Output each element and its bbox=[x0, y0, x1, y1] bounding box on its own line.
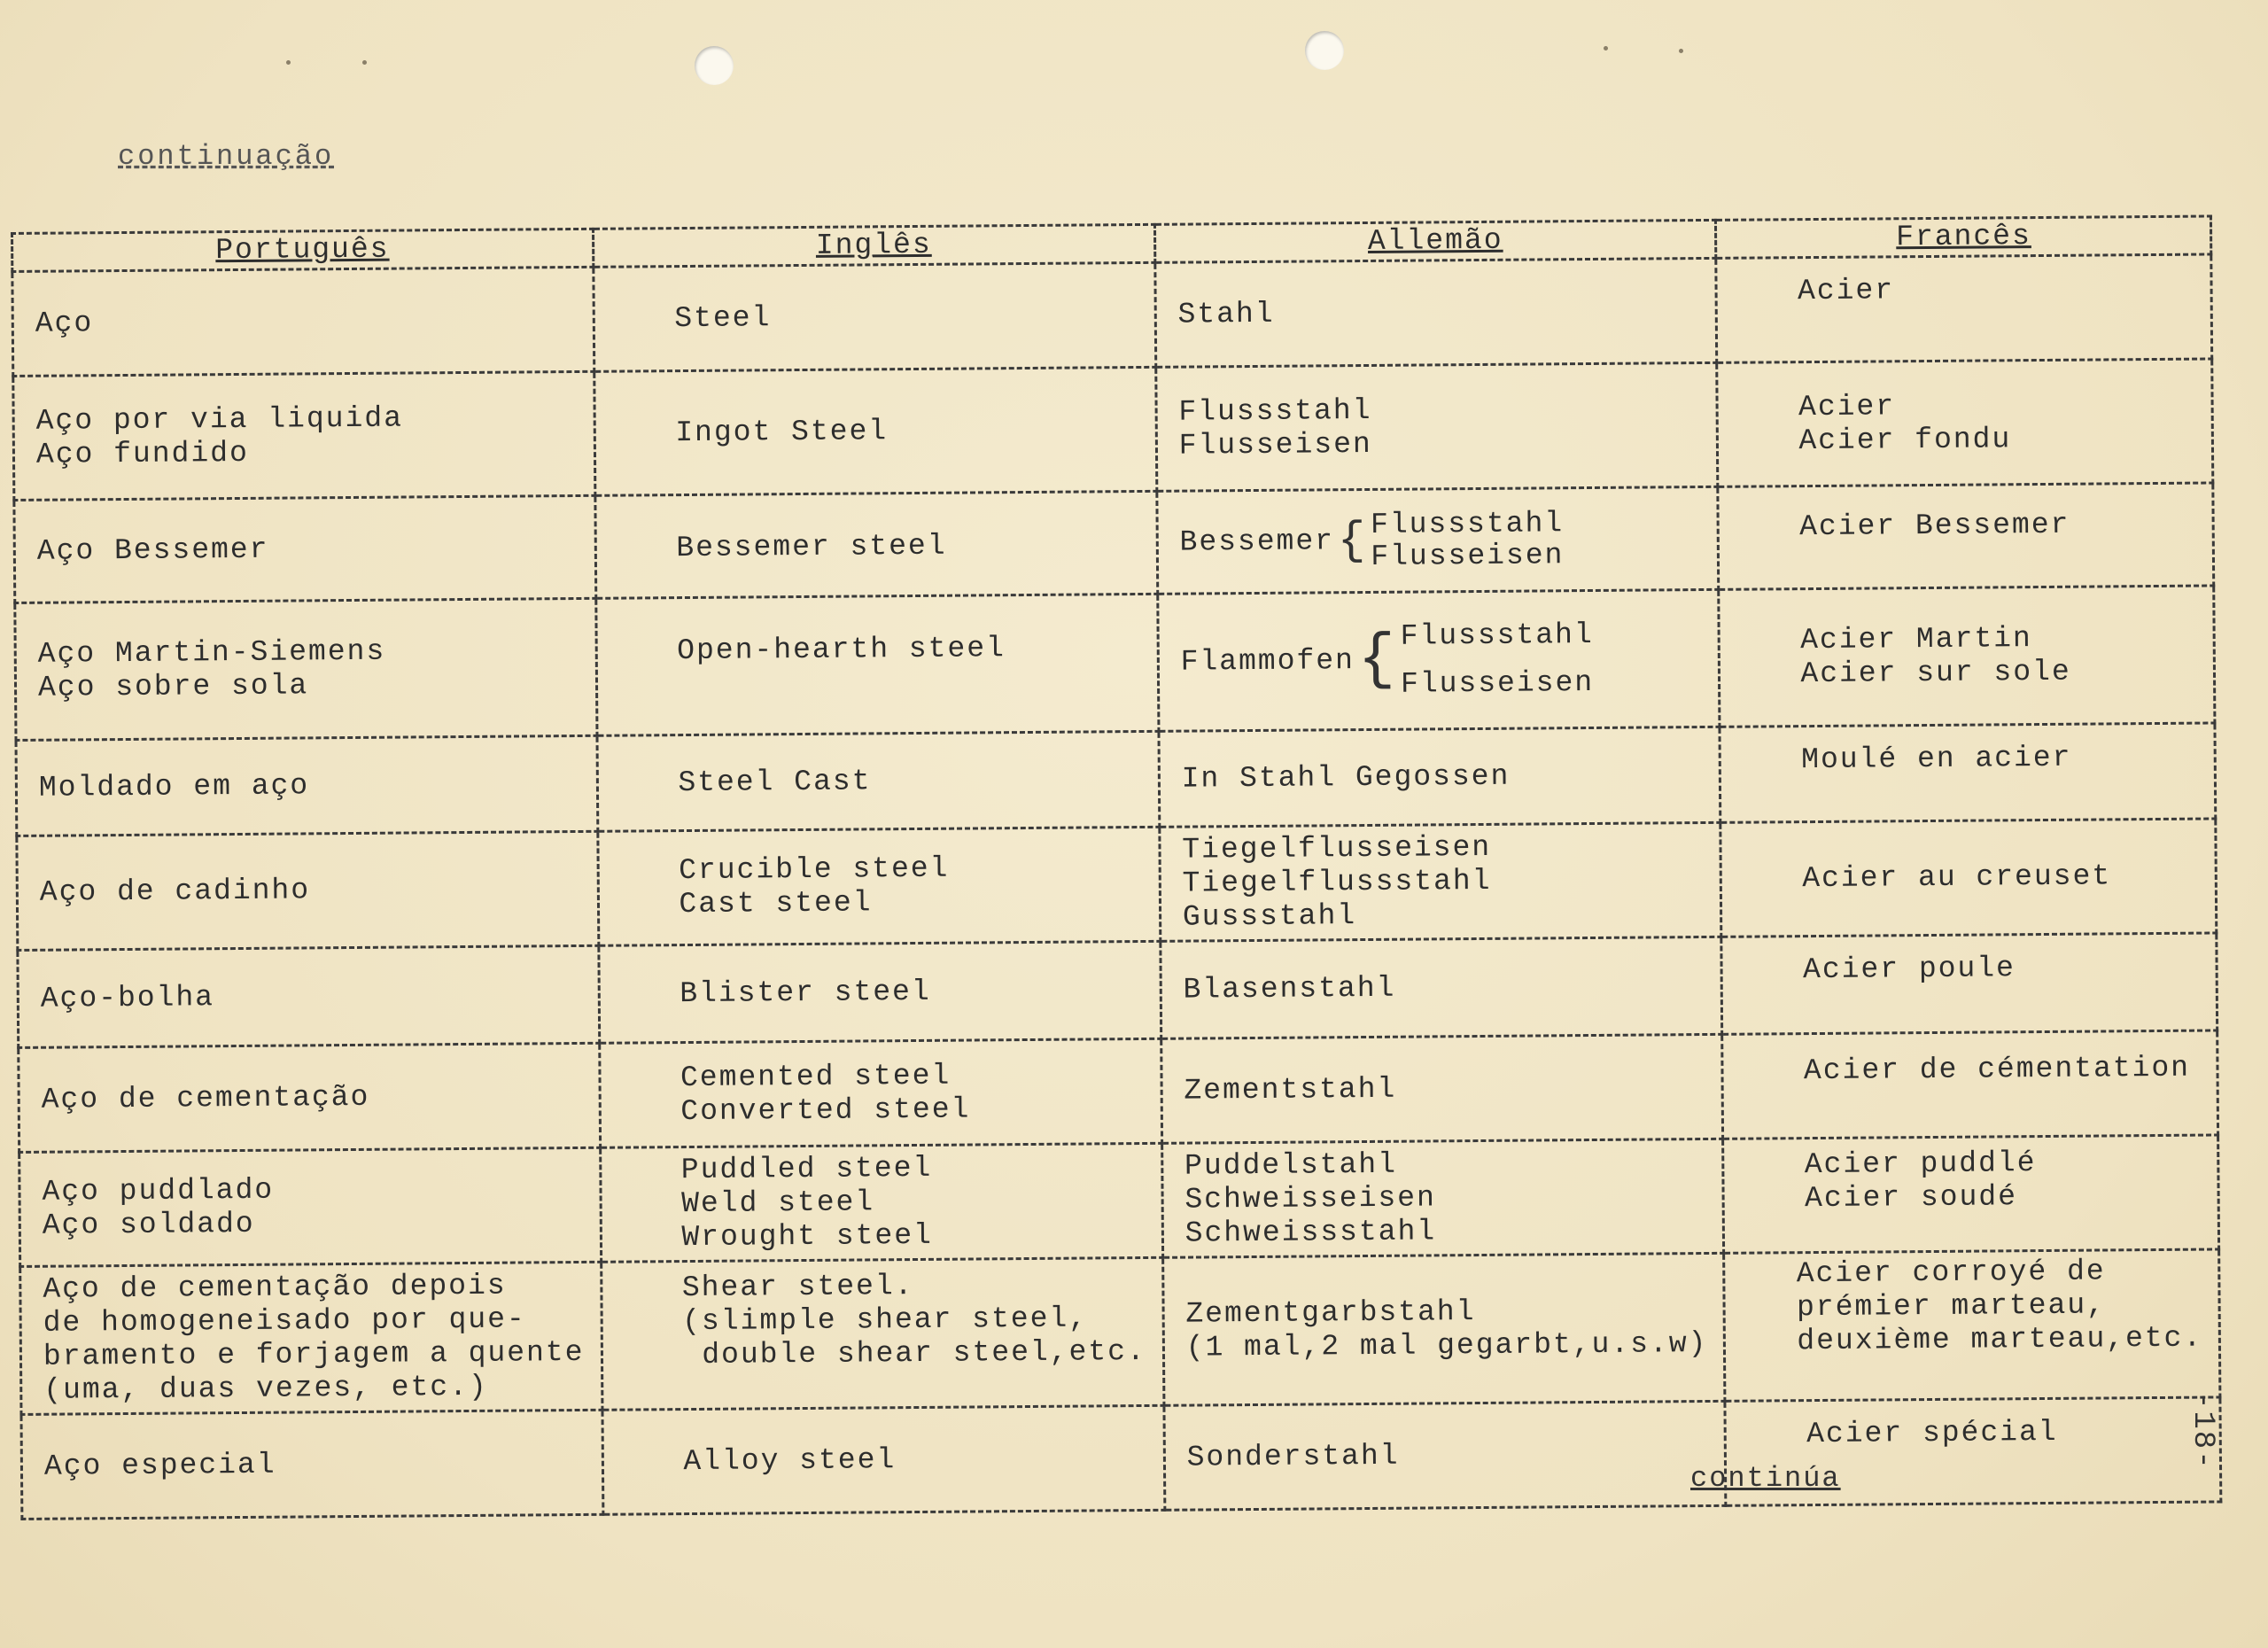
term-text: (uma, duas vezes, etc.) bbox=[43, 1370, 488, 1407]
brace-icon: { bbox=[1337, 514, 1368, 567]
table-row bbox=[14, 483, 2214, 602]
term-text: Acier Bessemer bbox=[1798, 508, 2070, 544]
term-text: Flusseisen bbox=[1371, 538, 1565, 573]
term-text: Flussstahl bbox=[1400, 618, 1594, 653]
cell-portuguese bbox=[20, 1262, 602, 1414]
column-header-english: Inglês bbox=[593, 224, 1155, 267]
term-text: Aço de cementação depois bbox=[43, 1269, 507, 1306]
brace-icon: { bbox=[1357, 625, 1398, 696]
table-row bbox=[15, 586, 2215, 740]
column-header-german: Allemão bbox=[1154, 220, 1716, 262]
paper-speck bbox=[362, 60, 367, 65]
term-text: Aço soldado bbox=[42, 1207, 255, 1242]
cell-english bbox=[594, 491, 1157, 598]
term-text: Acier bbox=[1797, 274, 1895, 308]
table-row bbox=[21, 1397, 2221, 1519]
term-text: Aço Martin-Siemens bbox=[37, 634, 386, 671]
cell-german bbox=[1156, 362, 1719, 491]
term-text: Flammofen bbox=[1180, 644, 1355, 679]
cell-portuguese bbox=[17, 831, 598, 950]
term-text: Aço de cadinho bbox=[39, 874, 311, 909]
term-text: Aço por via liquida bbox=[35, 401, 404, 438]
term-text: de homogeneisado por que- bbox=[43, 1302, 526, 1340]
term-text: Stahl bbox=[1177, 297, 1275, 331]
term-text: Aço Bessemer bbox=[36, 532, 269, 568]
term-text: Aço de cementação bbox=[41, 1080, 370, 1116]
cell-english bbox=[598, 941, 1161, 1043]
term-text: Acier corroyé de bbox=[1796, 1255, 2106, 1291]
term-text: Moulé en acier bbox=[1801, 741, 2072, 777]
term-text: Open-hearth steel bbox=[677, 632, 1006, 668]
punch-hole-left bbox=[695, 46, 734, 85]
cell-french bbox=[1720, 723, 2216, 822]
cell-english bbox=[597, 827, 1160, 945]
term-text: Aço fundido bbox=[35, 436, 249, 471]
term-text: Weld steel bbox=[680, 1185, 875, 1221]
term-text: deuxième marteau,etc. bbox=[1797, 1321, 2203, 1358]
table-row bbox=[19, 1030, 2218, 1152]
term-text: Zementstahl bbox=[1184, 1072, 1397, 1108]
paper-speck bbox=[1679, 49, 1683, 53]
term-text: Acier Martin bbox=[1800, 622, 2032, 657]
term-text: Aço sobre sola bbox=[37, 669, 309, 704]
column-header-portuguese: Português bbox=[12, 229, 594, 271]
term-text: Sonderstahl bbox=[1186, 1439, 1400, 1474]
term-text: Schweisseisen bbox=[1184, 1181, 1436, 1217]
term-text: (1 mal,2 mal gegarbt,u.s.w) bbox=[1185, 1326, 1708, 1364]
term-text: bramento e forjagem a quente bbox=[43, 1335, 585, 1373]
cell-french bbox=[1716, 254, 2212, 362]
cell-portuguese bbox=[19, 1043, 600, 1152]
term-text: Acier sur sole bbox=[1800, 655, 2071, 691]
cell-german bbox=[1161, 1139, 1724, 1257]
term-text: Moldado em aço bbox=[38, 768, 310, 805]
paper-speck bbox=[286, 60, 291, 65]
cell-english bbox=[596, 731, 1159, 831]
term-text: Acier spécial bbox=[1806, 1415, 2058, 1451]
cell-portuguese bbox=[18, 945, 599, 1047]
term-text: Crucible steel bbox=[679, 851, 950, 888]
cell-english bbox=[601, 1257, 1164, 1410]
cell-portuguese bbox=[14, 495, 595, 602]
cell-french bbox=[1721, 933, 2218, 1034]
table-row bbox=[17, 819, 2217, 950]
continues-footer: continúa bbox=[1690, 1462, 1841, 1495]
term-text: Alloy steel bbox=[683, 1442, 897, 1478]
table-row bbox=[16, 723, 2216, 836]
cell-french bbox=[1723, 1135, 2219, 1253]
term-text: Aço bbox=[35, 306, 94, 340]
cell-portuguese bbox=[21, 1410, 602, 1519]
cell-french bbox=[1719, 586, 2215, 727]
cell-french bbox=[1724, 1249, 2220, 1401]
column-header-french: Francês bbox=[1716, 216, 2211, 258]
term-text: Converted steel bbox=[680, 1092, 971, 1128]
table-row bbox=[20, 1249, 2221, 1414]
term-text: Bessemer bbox=[1179, 524, 1335, 559]
term-text: Blister steel bbox=[680, 975, 931, 1010]
term-text: double shear steel,etc. bbox=[682, 1334, 1146, 1372]
cell-portuguese bbox=[19, 1147, 601, 1266]
paper-speck bbox=[1604, 46, 1608, 51]
cell-portuguese bbox=[12, 267, 594, 376]
cell-german bbox=[1162, 1253, 1725, 1405]
term-text: Bessemer steel bbox=[676, 529, 947, 565]
term-text: In Stahl Gegossen bbox=[1181, 759, 1511, 796]
term-text: Shear steel. bbox=[681, 1270, 914, 1305]
term-text: Acier soudé bbox=[1804, 1180, 2018, 1216]
cell-german bbox=[1161, 1034, 1723, 1143]
cell-portuguese bbox=[16, 735, 597, 836]
term-text: Puddled steel bbox=[680, 1151, 933, 1187]
term-text: Cast steel bbox=[679, 886, 873, 921]
term-text: Steel bbox=[674, 300, 772, 335]
term-text: Flusseisen bbox=[1178, 427, 1372, 463]
term-text: Acier puddlé bbox=[1804, 1147, 2037, 1182]
table-row bbox=[19, 1135, 2219, 1266]
cell-english bbox=[602, 1405, 1164, 1514]
term-text: Gussstahl bbox=[1182, 899, 1357, 934]
term-text: Schweissstahl bbox=[1184, 1215, 1437, 1250]
cell-portuguese bbox=[13, 371, 595, 500]
cell-portuguese bbox=[15, 598, 597, 740]
cell-french bbox=[1718, 483, 2214, 589]
term-text: Flussstahl bbox=[1178, 393, 1372, 429]
table-row bbox=[13, 359, 2213, 500]
cell-german bbox=[1159, 727, 1721, 827]
term-text: Puddelstahl bbox=[1184, 1147, 1398, 1183]
term-text: Blasenstahl bbox=[1183, 971, 1396, 1007]
term-text: Ingot Steel bbox=[675, 414, 889, 449]
term-text: Flussstahl bbox=[1370, 506, 1565, 541]
page-number: -18- bbox=[2186, 1391, 2219, 1471]
term-text: Tiegelflussstahl bbox=[1182, 864, 1492, 900]
term-text: Acier de cémentation bbox=[1803, 1051, 2191, 1088]
term-text: Acier bbox=[1798, 389, 1896, 424]
term-text: Acier poule bbox=[1802, 952, 2016, 987]
term-text: (slimple shear steel, bbox=[682, 1302, 1089, 1339]
cell-english bbox=[593, 262, 1155, 371]
cell-english bbox=[595, 594, 1158, 735]
cell-german bbox=[1161, 937, 1723, 1038]
cell-german bbox=[1160, 822, 1722, 941]
terminology-table bbox=[11, 214, 2223, 1520]
table-row bbox=[18, 933, 2218, 1047]
cell-french bbox=[1717, 359, 2213, 486]
cell-english bbox=[594, 367, 1156, 495]
punch-hole-right bbox=[1305, 31, 1344, 70]
term-text: Aço-bolha bbox=[40, 980, 215, 1015]
term-text: Aço puddlado bbox=[42, 1173, 275, 1209]
term-text: Acier fondu bbox=[1798, 422, 2012, 457]
continuation-header: continuação bbox=[118, 140, 335, 173]
term-text: Flusseisen bbox=[1400, 665, 1595, 701]
cell-german bbox=[1155, 258, 1718, 367]
cell-french bbox=[1722, 1030, 2218, 1139]
term-text: Aço especial bbox=[43, 1448, 276, 1483]
cell-french bbox=[1720, 819, 2217, 937]
cell-german bbox=[1158, 589, 1720, 731]
term-text: Zementgarbstahl bbox=[1185, 1295, 1476, 1331]
table-row bbox=[12, 254, 2212, 376]
term-text: Acier au creuset bbox=[1802, 859, 2112, 896]
term-text: Steel Cast bbox=[678, 764, 872, 799]
term-text: Tiegelflusseisen bbox=[1182, 830, 1492, 867]
term-text: Cemented steel bbox=[680, 1059, 951, 1094]
cell-german bbox=[1157, 486, 1720, 594]
cell-english bbox=[600, 1143, 1162, 1262]
cell-german bbox=[1164, 1401, 1727, 1510]
cell-english bbox=[599, 1038, 1161, 1147]
term-text: prémier marteau, bbox=[1796, 1288, 2107, 1325]
term-text: Wrought steel bbox=[681, 1218, 934, 1255]
